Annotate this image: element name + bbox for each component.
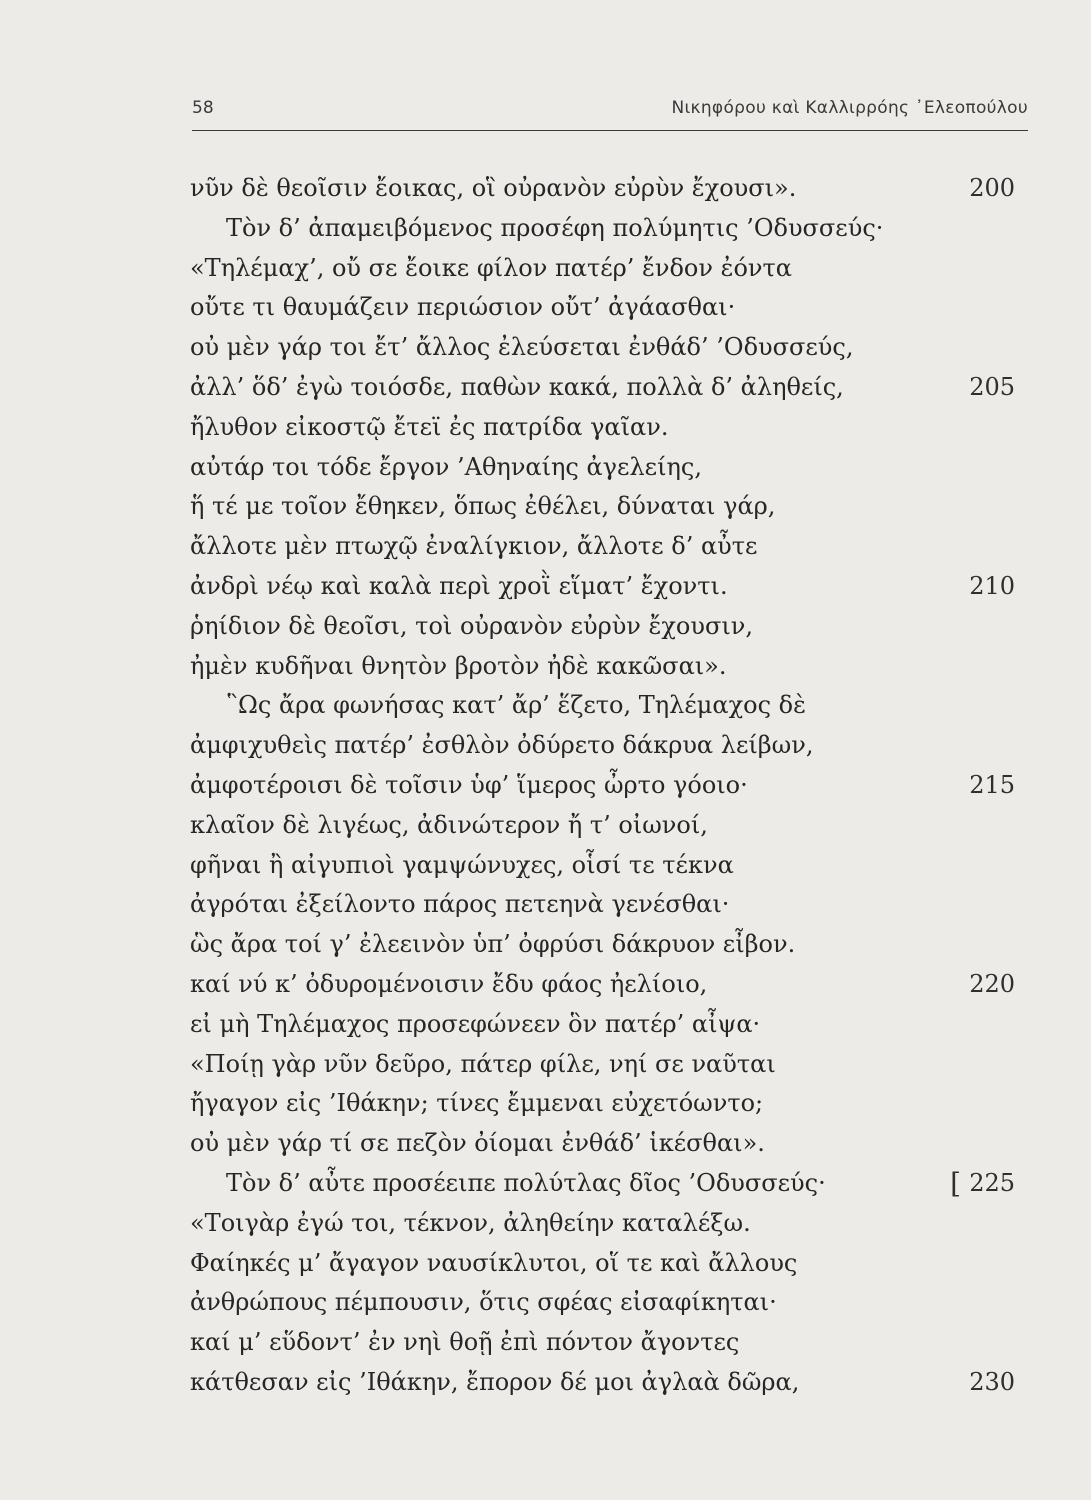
header-rule (192, 130, 1028, 131)
verse-number: 200 (969, 174, 1015, 202)
verse-line (0, 287, 1091, 327)
verse-number: 230 (969, 1367, 1015, 1396)
verse-text: Φαίηκές μ’ ἄγαγον ναυσίκλυτοι, οἵ τε καὶ ἄλλους (190, 1248, 798, 1277)
verse-block (0, 168, 1091, 1402)
verse-text: ὣς ἄρα τοί γ’ ἐλεεινὸν ὑπ’ ὀφρύσι δάκρυον εἶβον. (190, 930, 796, 959)
verse-line (0, 367, 1091, 407)
verse-line (0, 606, 1091, 646)
verse-line (0, 765, 1091, 805)
verse-text: ἀνθρώπους πέμπουσιν, ὅτις σφέας εἰσαφίκηται· (190, 1288, 777, 1317)
verse-line (0, 805, 1091, 845)
verse-text: καί νύ κ’ ὀδυρομένοισιν ἔδυ φάος ἠελίοιο, (190, 969, 708, 998)
verse-text: ἀμφοτέροισι δὲ τοῖσιν ὑφ’ ἵμερος ὦρτο γόοιο· (190, 770, 748, 799)
page-break-bracket: [ (950, 1166, 961, 1200)
verse-text: ῥηίδιον δὲ θεοῖσι, τοὶ οὐρανὸν εὐρὺν ἔχουσιν, (190, 611, 753, 640)
verse-line (0, 1083, 1091, 1123)
verse-text: ἀμφιχυθεὶς πατέρ’ ἐσθλὸν ὀδύρετο δάκρυα λείβων, (190, 731, 814, 760)
verse-text: καί μ’ εὕδοντ’ ἐν νηὶ θοῇ ἐπὶ πόντον ἄγοντες (190, 1328, 740, 1357)
verse-line (0, 1362, 1091, 1402)
verse-text: εἰ μὴ Τηλέμαχος προσεφώνεεν ὃν πατέρ’ αἶψα· (190, 1009, 761, 1038)
verse-text: οὔτε τι θαυμάζειν περιώσιον οὔτ’ ἀγάασθαι· (190, 293, 736, 322)
verse-text: αὐτάρ τοι τόδε ἔργον ’Αθηναίης ἀγελείης, (190, 452, 702, 481)
verse-text: νῦν δὲ θεοῖσιν ἔοικας, οἳ οὐρανὸν εὐρὺν ἔχουσι». (190, 174, 797, 202)
verse-line (0, 1044, 1091, 1084)
verse-line (0, 1322, 1091, 1362)
page-number: 58 (192, 98, 214, 118)
verse-text: ἤγαγον εἰς ’Ιθάκην; τίνες ἔμμεναι εὐχετόωντο; (190, 1089, 764, 1118)
verse-line (0, 1004, 1091, 1044)
verse-text: ῝Ως ἄρα φωνήσας κατ’ ἄρ’ ἕζετο, Τηλέμαχος δὲ (226, 691, 806, 720)
verse-text: Τὸν δ’ αὖτε προσέειπε πολύτλας δῖος ’Οδυσσεύς· (226, 1168, 826, 1197)
verse-number: 215 (969, 770, 1015, 799)
verse-line (0, 327, 1091, 367)
verse-line (0, 685, 1091, 725)
verse-line (0, 1123, 1091, 1163)
verse-line (0, 566, 1091, 606)
verse-line (0, 208, 1091, 248)
verse-line (0, 646, 1091, 686)
verse-line (0, 447, 1091, 487)
verse-text: οὐ μὲν γάρ τοι ἔτ’ ἄλλος ἐλεύσεται ἐνθάδ’ ’Οδυσσεύς, (190, 333, 854, 362)
verse-line (0, 1243, 1091, 1283)
verse-line (0, 725, 1091, 765)
verse-number: 210 (969, 571, 1015, 600)
verse-line (0, 1203, 1091, 1243)
verse-line (0, 168, 1091, 208)
verse-line (0, 248, 1091, 288)
verse-number: 205 (969, 372, 1015, 401)
verse-text: ἄλλοτε μὲν πτωχῷ ἐναλίγκιον, ἄλλοτε δ’ αὖτε (190, 532, 758, 561)
verse-line (0, 486, 1091, 526)
page-header (192, 98, 1028, 128)
verse-text: κάτθεσαν εἰς ’Ιθάκην, ἔπορον δέ μοι ἀγλαὰ δῶρα, (190, 1367, 800, 1396)
verse-line (0, 526, 1091, 566)
verse-line (0, 964, 1091, 1004)
verse-number: 220 (969, 969, 1015, 998)
verse-line (0, 407, 1091, 447)
verse-text: Τὸν δ’ ἀπαμειβόμενος προσέφη πολύμητις ’Οδυσσεύς· (226, 213, 884, 242)
verse-text: ἀγρόται ἐξείλοντο πάρος πετεηνὰ γενέσθαι· (190, 890, 730, 919)
verse-line (0, 1282, 1091, 1322)
verse-line (0, 1163, 1091, 1203)
verse-text: ἥ τέ με τοῖον ἔθηκεν, ὅπως ἐθέλει, δύναται γάρ, (190, 492, 776, 521)
verse-text: «Τηλέμαχ’, οὔ σε ἔοικε φίλον πατέρ’ ἔνδον ἐόντα (190, 253, 793, 282)
verse-text: φῆναι ἢ αἰγυπιοὶ γαμψώνυχες, οἷσί τε τέκνα (190, 850, 734, 879)
verse-text: «Τοιγὰρ ἐγώ τοι, τέκνον, ἀληθείην καταλέξω. (190, 1208, 751, 1237)
verse-line (0, 924, 1091, 964)
verse-line (0, 845, 1091, 885)
running-head: Νικηφόρου καὶ Καλλιρρόης ᾿Ελεοπούλου (671, 98, 1028, 118)
verse-text: οὐ μὲν γάρ τί σε πεζὸν ὀίομαι ἐνθάδ’ ἱκέσθαι». (190, 1129, 765, 1158)
verse-text: «Ποίῃ γὰρ νῦν δεῦρο, πάτερ φίλε, νηί σε ναῦται (190, 1049, 776, 1078)
verse-number: 225 (969, 1168, 1015, 1197)
verse-text: ἀνδρὶ νέῳ καὶ καλὰ περὶ χροῒ εἵματ’ ἔχοντι. (190, 571, 728, 600)
verse-line (0, 884, 1091, 924)
verse-text: ἠμὲν κυδῆναι θνητὸν βροτὸν ἠδὲ κακῶσαι». (190, 651, 727, 680)
verse-text: ἤλυθον εἰκοστῷ ἔτεϊ ἐς πατρίδα γαῖαν. (190, 412, 669, 441)
verse-text: κλαῖον δὲ λιγέως, ἀδινώτερον ἤ τ’ οἰωνοί, (190, 810, 708, 839)
verse-text: ἀλλ’ ὅδ’ ἐγὼ τοιόσδε, παθὼν κακά, πολλὰ δ’ ἀληθείς, (190, 372, 844, 401)
